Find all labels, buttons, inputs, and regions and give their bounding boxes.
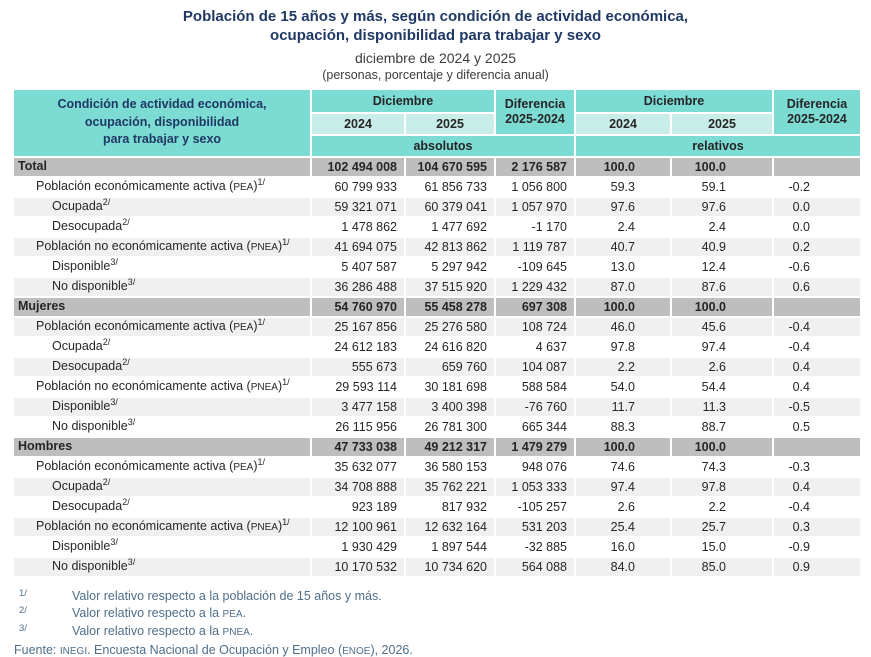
cell-abs-2024: 25 167 856: [312, 318, 404, 336]
footnote-3-text: Valor relativo respecto a la: [72, 623, 223, 638]
cell-abs-diff: 104 087: [496, 358, 574, 376]
row-label-acronym: PEA: [233, 321, 254, 333]
row-label-text: Desocupada: [52, 498, 123, 513]
cell-abs-2024: 555 673: [312, 358, 404, 376]
row-label: [14, 178, 310, 196]
source-line: [14, 643, 871, 657]
table-row: [14, 458, 860, 476]
cell-rel-2025: 54.4: [672, 378, 772, 396]
row-label-text: Población no económicamente activa (: [36, 378, 251, 393]
table-row: [14, 358, 860, 376]
row-label-footnote-mark: 3/: [127, 557, 136, 567]
cell-abs-diff: -109 645: [496, 258, 574, 276]
row-label: [14, 418, 310, 436]
cell-rel-diff: 0.0: [774, 198, 860, 216]
row-label-text: Desocupada: [52, 218, 123, 233]
cell-abs-diff: 948 076: [496, 458, 574, 476]
table-row: [14, 178, 860, 196]
subtitle-units: (personas, porcentaje y diferencia anual): [322, 67, 549, 82]
page-title: [0, 8, 871, 46]
row-label-close: ): [277, 238, 283, 253]
cell-abs-diff: 1 057 970: [496, 198, 574, 216]
cell-abs-2024: 36 286 488: [312, 278, 404, 296]
row-label: [14, 398, 310, 416]
row-label-text: No disponible: [52, 558, 128, 573]
title-line-2: ocupación, disponibilidad para trabajar y sexo: [270, 26, 601, 44]
row-label-footnote-mark: 2/: [102, 477, 111, 487]
row-label: [14, 198, 310, 216]
cell-rel-2024: 59.3: [576, 178, 670, 196]
cell-abs-2025: 61 856 733: [406, 178, 494, 196]
cell-rel-diff: 0.6: [774, 278, 860, 296]
cell-abs-diff: 1 229 432: [496, 278, 574, 296]
cell-abs-diff: 564 088: [496, 558, 574, 576]
relativos-header: relativos: [576, 136, 860, 156]
cell-rel-2024: 97.8: [576, 338, 670, 356]
row-label-footnote-mark: 3/: [127, 417, 136, 427]
cell-abs-diff: 108 724: [496, 318, 574, 336]
row-label-footnote-mark: 1/: [257, 457, 266, 467]
row-label-text: Población económicamente activa (: [36, 458, 234, 473]
cell-rel-2025: 15.0: [672, 538, 772, 556]
cell-abs-diff: 697 308: [496, 298, 574, 316]
row-label-close: ): [253, 318, 258, 333]
cell-abs-2024: 54 760 970: [312, 298, 404, 316]
cell-rel-diff: -0.2: [774, 178, 860, 196]
cell-abs-diff: 588 584: [496, 378, 574, 396]
cell-rel-diff: 0.5: [774, 418, 860, 436]
row-label-footnote-mark: 1/: [282, 237, 290, 247]
cell-abs-2025: 55 458 278: [406, 298, 494, 316]
source-mid: . Encuesta Nacional de Ocupación y Empleo (: [87, 643, 343, 657]
row-label: [14, 478, 310, 496]
stub-header: [14, 90, 310, 156]
table-header: [14, 90, 860, 156]
cell-abs-2024: 3 477 158: [312, 398, 404, 416]
cell-abs-2025: 1 477 692: [406, 218, 494, 236]
footnote-2-after: .: [242, 606, 247, 620]
cell-rel-2025: 74.3: [672, 458, 772, 476]
row-label-acronym: PEA: [233, 181, 254, 193]
table-row: [14, 538, 860, 556]
cell-rel-2024: 46.0: [576, 318, 670, 336]
row-label: [14, 458, 310, 476]
row-label: [14, 218, 310, 236]
row-label-acronym: PEA: [233, 461, 254, 473]
cell-abs-2024: 34 708 888: [312, 478, 404, 496]
cell-rel-diff: 0.4: [774, 358, 860, 376]
footnote-3: [14, 623, 871, 641]
abs-diff-line-2: 2025-2024: [505, 111, 565, 126]
row-label-footnote-mark: 2/: [122, 497, 130, 507]
cell-rel-2025: 12.4: [672, 258, 772, 276]
row-label-text: Población económicamente activa (: [36, 178, 234, 193]
cell-rel-2024: 25.4: [576, 518, 670, 536]
cell-rel-2024: 88.3: [576, 418, 670, 436]
cell-abs-2025: 3 400 398: [406, 398, 494, 416]
row-label: [14, 158, 310, 176]
row-label-text: Población no económicamente activa (: [36, 518, 251, 533]
row-label-footnote-mark: 3/: [110, 537, 118, 547]
cell-rel-diff: [774, 298, 860, 316]
rel-year-2025-header: 2025: [672, 114, 772, 134]
cell-rel-2025: 59.1: [672, 178, 772, 196]
cell-rel-diff: -0.3: [774, 458, 860, 476]
table-row: [14, 338, 860, 356]
row-label-text: Desocupada: [52, 358, 123, 373]
table-row: [14, 158, 860, 176]
cell-rel-diff: -0.9: [774, 538, 860, 556]
table-row: [14, 318, 860, 336]
cell-rel-diff: 0.9: [774, 558, 860, 576]
row-label-text: Ocupada: [52, 198, 103, 213]
row-label-acronym: PNEA: [250, 521, 278, 533]
table-body: [14, 158, 860, 576]
cell-rel-2024: 11.7: [576, 398, 670, 416]
cell-abs-2025: 49 212 317: [406, 438, 494, 456]
row-label: [14, 298, 310, 316]
cell-abs-diff: -76 760: [496, 398, 574, 416]
statistics-table: [12, 88, 862, 578]
cell-abs-diff: 1 119 787: [496, 238, 574, 256]
cell-rel-2025: 97.6: [672, 198, 772, 216]
row-label-text: Ocupada: [52, 478, 103, 493]
cell-rel-2025: 97.4: [672, 338, 772, 356]
cell-rel-2025: 11.3: [672, 398, 772, 416]
cell-abs-diff: -1 170: [496, 218, 574, 236]
cell-rel-2025: 97.8: [672, 478, 772, 496]
row-label-footnote-mark: 2/: [102, 197, 111, 207]
footnote-3-after: .: [249, 623, 254, 638]
cell-rel-diff: [774, 438, 860, 456]
footnote-2: [14, 605, 871, 623]
cell-rel-2024: 54.0: [576, 378, 670, 396]
cell-rel-diff: 0.4: [774, 478, 860, 496]
rel-month-header: Diciembre: [576, 90, 772, 112]
cell-abs-2024: 5 407 587: [312, 258, 404, 276]
abs-year-2024-header: 2024: [312, 114, 404, 134]
row-label: [14, 238, 310, 256]
row-label-footnote-mark: 3/: [110, 397, 118, 407]
table-row: [14, 198, 860, 216]
cell-abs-2025: 26 781 300: [406, 418, 494, 436]
row-label-text: Población no económicamente activa (: [36, 238, 251, 253]
cell-rel-diff: -0.4: [774, 318, 860, 336]
footnote-2-text: Valor relativo respecto a la: [72, 606, 223, 620]
table-row: [14, 558, 860, 576]
table-row: [14, 418, 860, 436]
footnote-3-marker: 3/: [19, 622, 27, 634]
cell-abs-diff: 2 176 587: [496, 158, 574, 176]
cell-rel-2025: 100.0: [672, 158, 772, 176]
row-label-footnote-mark: 2/: [102, 337, 111, 347]
cell-rel-2025: 100.0: [672, 438, 772, 456]
footnote-1-marker: 1/: [19, 587, 27, 599]
cell-rel-2025: 25.7: [672, 518, 772, 536]
cell-rel-2025: 88.7: [672, 418, 772, 436]
row-label-acronym: PNEA: [250, 381, 278, 393]
cell-rel-2024: 87.0: [576, 278, 670, 296]
cell-abs-2024: 102 494 008: [312, 158, 404, 176]
abs-year-2025-header: 2025: [406, 114, 494, 134]
cell-abs-2025: 10 734 620: [406, 558, 494, 576]
abs-diff-line-1: Diferencia: [504, 96, 566, 111]
table-row: [14, 258, 860, 276]
cell-abs-2024: 26 115 956: [312, 418, 404, 436]
table-row: [14, 218, 860, 236]
cell-abs-diff: 1 056 800: [496, 178, 574, 196]
cell-abs-2024: 35 632 077: [312, 458, 404, 476]
row-label-footnote-mark: 2/: [122, 357, 130, 367]
row-label: [14, 278, 310, 296]
row-label: [14, 538, 310, 556]
cell-rel-2024: 13.0: [576, 258, 670, 276]
row-label-text: Total: [18, 158, 47, 173]
title-line-1: Población de 15 años y más, según condición de actividad económica,: [182, 8, 689, 25]
cell-abs-diff: 1 053 333: [496, 478, 574, 496]
cell-rel-2025: 40.9: [672, 238, 772, 256]
cell-rel-2025: 2.2: [672, 498, 772, 516]
rel-diff-header: [774, 90, 860, 134]
cell-abs-2025: 30 181 698: [406, 378, 494, 396]
table-row: [14, 378, 860, 396]
stub-line-2: ocupación, disponibilidad: [84, 114, 240, 129]
table-row: [14, 398, 860, 416]
footnotes: [14, 588, 871, 641]
row-label-text: Mujeres: [18, 298, 66, 313]
row-label: [14, 438, 310, 456]
cell-abs-2025: 36 580 153: [406, 458, 494, 476]
row-label: [14, 518, 310, 536]
cell-abs-diff: 531 203: [496, 518, 574, 536]
footnote-1: [14, 588, 871, 606]
abs-diff-header: [496, 90, 574, 134]
cell-rel-2024: 16.0: [576, 538, 670, 556]
cell-rel-2024: 2.4: [576, 218, 670, 236]
cell-rel-2024: 97.6: [576, 198, 670, 216]
cell-abs-2025: 25 276 580: [406, 318, 494, 336]
cell-abs-2025: 42 813 862: [406, 238, 494, 256]
row-label-footnote-mark: 1/: [282, 517, 290, 527]
row-label-text: Población económicamente activa (: [36, 318, 234, 333]
row-label-close: ): [253, 458, 258, 473]
cell-abs-2024: 47 733 038: [312, 438, 404, 456]
row-label-text: Disponible: [52, 398, 111, 413]
table-row: [14, 298, 860, 316]
row-label-footnote-mark: 1/: [282, 377, 290, 387]
cell-rel-2024: 100.0: [576, 158, 670, 176]
cell-abs-2025: 12 632 164: [406, 518, 494, 536]
cell-rel-2024: 2.6: [576, 498, 670, 516]
row-label-text: Disponible: [52, 258, 111, 273]
cell-abs-2024: 29 593 114: [312, 378, 404, 396]
cell-abs-2025: 60 379 041: [406, 198, 494, 216]
row-label-text: Disponible: [52, 538, 111, 553]
stub-line-1: Condición de actividad económica,: [57, 97, 267, 112]
table-row: [14, 278, 860, 296]
cell-abs-2024: 1 930 429: [312, 538, 404, 556]
row-label-footnote-mark: 2/: [122, 217, 130, 227]
cell-rel-2024: 97.4: [576, 478, 670, 496]
page: [0, 8, 871, 657]
cell-abs-diff: -32 885: [496, 538, 574, 556]
cell-rel-diff: 0.4: [774, 378, 860, 396]
cell-abs-2024: 10 170 532: [312, 558, 404, 576]
row-label-close: ): [277, 378, 283, 393]
cell-rel-diff: -0.4: [774, 498, 860, 516]
row-label-text: Ocupada: [52, 338, 103, 353]
cell-abs-2024: 59 321 071: [312, 198, 404, 216]
table-row: [14, 438, 860, 456]
cell-abs-2025: 24 616 820: [406, 338, 494, 356]
cell-abs-2025: 1 897 544: [406, 538, 494, 556]
rel-diff-line-1: Diferencia: [786, 96, 848, 111]
cell-rel-diff: [774, 158, 860, 176]
row-label: [14, 358, 310, 376]
cell-abs-2025: 817 932: [406, 498, 494, 516]
rel-year-2024-header: 2024: [576, 114, 670, 134]
footnote-2-acronym: PEA: [222, 609, 243, 620]
source-suffix: ), 2026.: [370, 643, 413, 657]
subtitle-period: diciembre de 2024 y 2025: [354, 49, 517, 66]
row-label: [14, 498, 310, 516]
cell-abs-2025: 659 760: [406, 358, 494, 376]
row-label-footnote-mark: 3/: [127, 277, 136, 287]
cell-rel-diff: 0.0: [774, 218, 860, 236]
footnote-2-marker: 2/: [19, 605, 27, 616]
cell-abs-2024: 41 694 075: [312, 238, 404, 256]
header-row-month: [14, 90, 860, 112]
cell-abs-diff: -105 257: [496, 498, 574, 516]
row-label: [14, 338, 310, 356]
cell-abs-diff: 4 637: [496, 338, 574, 356]
stub-line-3: para trabajar y sexo: [102, 132, 222, 147]
cell-abs-2024: 12 100 961: [312, 518, 404, 536]
table-row: [14, 498, 860, 516]
source-inegi-acronym: INEGI: [59, 646, 88, 657]
cell-rel-diff: -0.5: [774, 398, 860, 416]
abs-month-header: Diciembre: [312, 90, 494, 112]
cell-rel-diff: 0.3: [774, 518, 860, 536]
cell-rel-2025: 2.6: [672, 358, 772, 376]
source-prefix: Fuente:: [14, 643, 60, 657]
cell-rel-2025: 85.0: [672, 558, 772, 576]
row-label-text: No disponible: [52, 278, 128, 293]
table-row: [14, 518, 860, 536]
cell-rel-diff: -0.4: [774, 338, 860, 356]
cell-rel-2025: 100.0: [672, 298, 772, 316]
row-label-footnote-mark: 3/: [110, 257, 118, 267]
cell-rel-2024: 40.7: [576, 238, 670, 256]
cell-rel-2024: 100.0: [576, 438, 670, 456]
cell-rel-2025: 45.6: [672, 318, 772, 336]
cell-abs-diff: 665 344: [496, 418, 574, 436]
cell-abs-diff: 1 479 279: [496, 438, 574, 456]
row-label-footnote-mark: 1/: [257, 177, 266, 187]
cell-rel-2024: 2.2: [576, 358, 670, 376]
row-label-text: No disponible: [52, 418, 128, 433]
cell-abs-2025: 5 297 942: [406, 258, 494, 276]
row-label: [14, 378, 310, 396]
source-enoe-acronym: ENOE: [342, 646, 371, 657]
row-label: [14, 318, 310, 336]
cell-rel-diff: -0.6: [774, 258, 860, 276]
cell-rel-2024: 100.0: [576, 298, 670, 316]
cell-abs-2024: 24 612 183: [312, 338, 404, 356]
table-row: [14, 478, 860, 496]
absolutos-header: absolutos: [312, 136, 574, 156]
table-row: [14, 238, 860, 256]
row-label-close: ): [253, 178, 258, 193]
cell-abs-2024: 1 478 862: [312, 218, 404, 236]
row-label: [14, 258, 310, 276]
cell-rel-2025: 2.4: [672, 218, 772, 236]
cell-rel-2024: 74.6: [576, 458, 670, 476]
row-label-acronym: PNEA: [250, 241, 278, 253]
row-label: [14, 558, 310, 576]
footnote-1-text: Valor relativo respecto a la población de 15 años y más.: [72, 588, 382, 603]
row-label-close: ): [277, 518, 283, 533]
cell-abs-2024: 923 189: [312, 498, 404, 516]
cell-abs-2025: 35 762 221: [406, 478, 494, 496]
row-label-footnote-mark: 1/: [257, 317, 266, 327]
cell-abs-2025: 104 670 595: [406, 158, 494, 176]
cell-abs-2025: 37 515 920: [406, 278, 494, 296]
cell-rel-2024: 84.0: [576, 558, 670, 576]
row-label-text: Hombres: [18, 438, 73, 453]
cell-rel-diff: 0.2: [774, 238, 860, 256]
rel-diff-line-2: 2025-2024: [787, 111, 847, 126]
cell-rel-2025: 87.6: [672, 278, 772, 296]
footnote-3-acronym: PNEA: [222, 626, 250, 638]
cell-abs-2024: 60 799 933: [312, 178, 404, 196]
